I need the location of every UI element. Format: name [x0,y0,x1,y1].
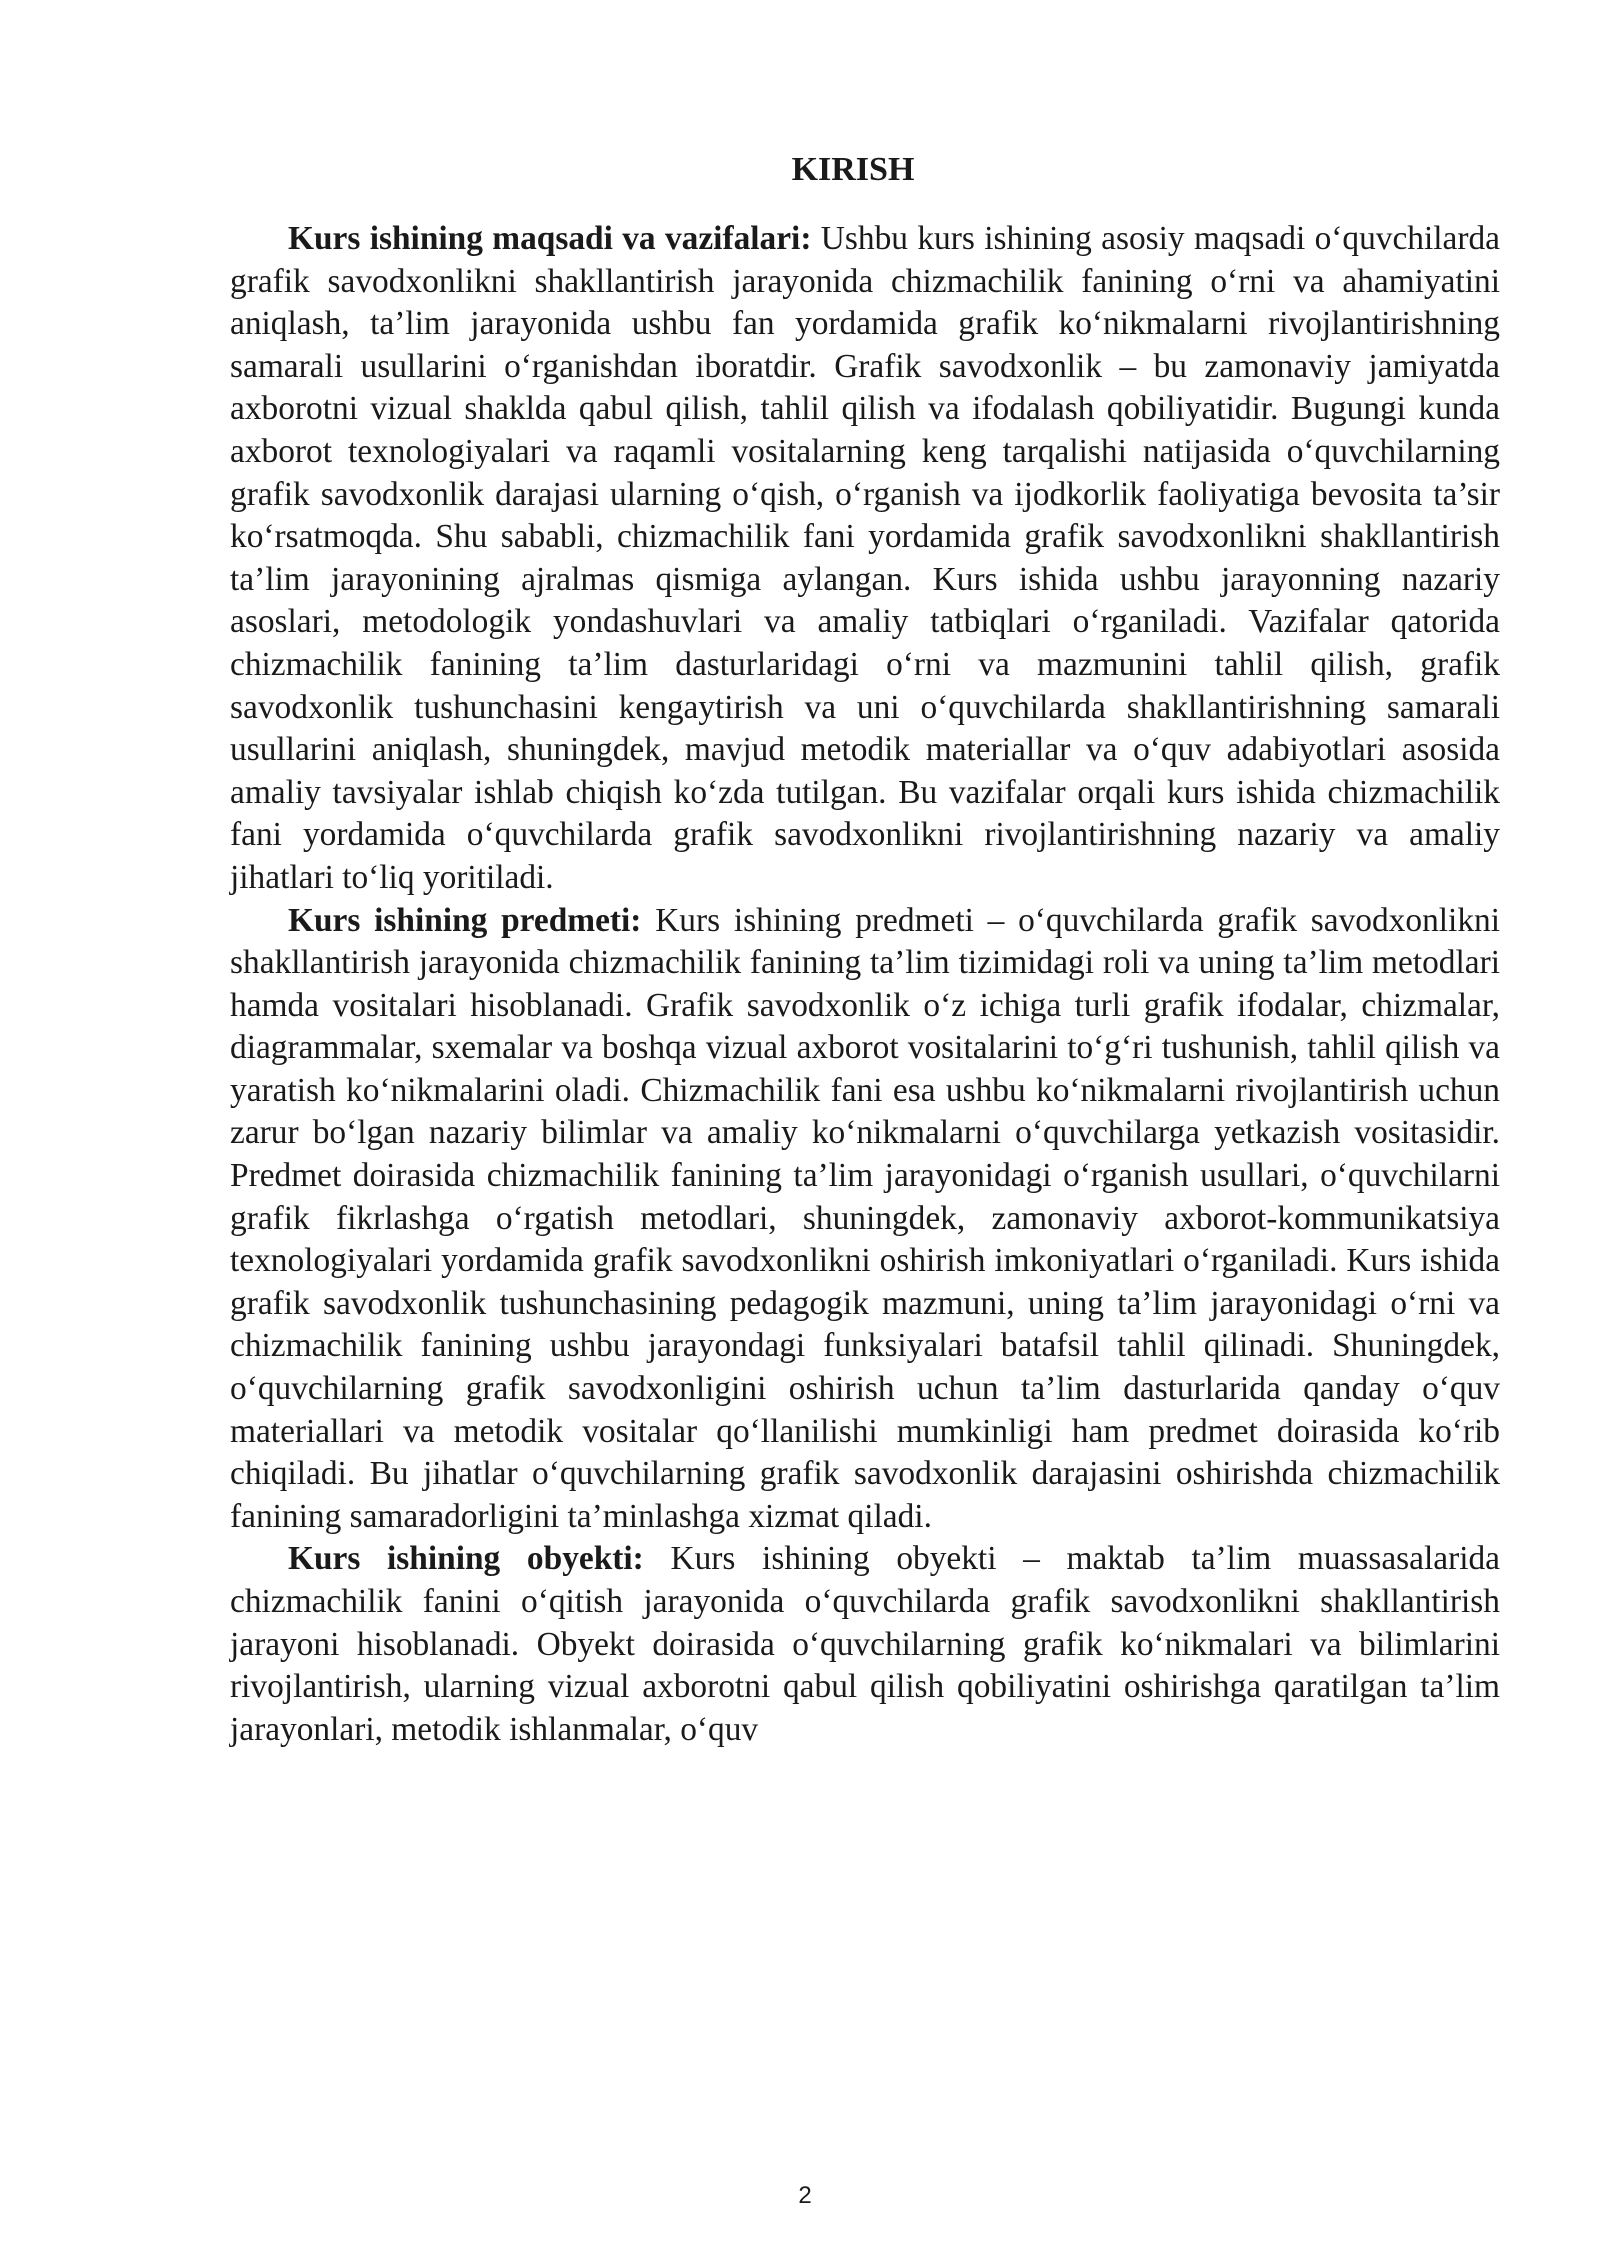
paragraph-text: Kurs ishining predmeti – o‘quvchilarda grafik savodxonlikni shakllantirish jarayonida chizmachilik fanining ta’lim tizimidagi roli va uning ta’lim metodlari hamda vositalari hisoblanadi. Grafik savodxonlik o‘z ichiga turli grafik ifodalar, chizmalar, diagrammalar, sxemalar va boshqa vizual axborot vositalarini to‘g‘ri tushunish, tahlil qilish va yaratish ko‘nikmalarini oladi. Chizmachilik fani esa ushbu ko‘nikmalarni rivojlantirish uchun zarur bo‘lgan nazariy bilimlar va amaliy ko‘nikmalarni o‘quvchilarga yetkazish vositasidir. Predmet doirasida chizmachilik fanining ta’lim jarayonidagi o‘rganish usullari, o‘quvchilarni grafik fikrlashga o‘rgatish metodlari, shuningdek, zamonaviy axborot-kommunikatsiya texnologiyalari yordamida grafik savodxonlikni oshirish imkoniyatlari o‘rganiladi. Kurs ishida grafik savodxonlik tushunchasining pedagogik mazmuni, uning ta’lim jarayonidagi o‘rni va chizmachilik fanining ushbu jarayondagi funksiyalari batafsil tahlil qilinadi. Shuningdek, o‘quvchilarning grafik savodxonligini oshirish uchun ta’lim dasturlarida qanday o‘quv materiallari va metodik vositalar qo‘llanilishi mumkinligi ham predmet doirasida ko‘rib chiqiladi. Bu jihatlar o‘quvchilarning grafik savodxonlik darajasini oshirishda chizmachilik fanining samaradorligini ta’minlashga xizmat qiladi. [230,901,1500,1535]
page-number: 2 [798,2182,812,2209]
paragraph-lead: Kurs ishining maqsadi va vazifalari: [288,220,812,257]
paragraph-lead: Kurs ishining predmeti: [288,901,642,939]
document-page [230,150,1500,1751]
paragraph-goals [230,218,1500,900]
paragraph-text: Ushbu kurs ishining asosiy maqsadi o‘quvchilarda grafik savodxonlikni shakllantirish jarayonida chizmachilik fanining o‘rni va ahamiyatini aniqlash, ta’lim jarayonida ushbu fan yordamida grafik ko‘nikmalarni rivojlantirishning samarali usullarini o‘rganishdan iboratdir. Grafik savodxonlik – bu zamonaviy jamiyatda axborotni vizual shaklda qabul qilish, tahlil qilish va ifodalash qobiliyatidir. Bugungi kunda axborot texnologiyalari va raqamli vositalarning keng tarqalishi natijasida o‘quvchilarning grafik savodxonlik darajasi ularning o‘qish, o‘rganish va ijodkorlik faoliyatiga bevosita ta’sir ko‘rsatmoqda. Shu sababli, chizmachilik fani yordamida grafik savodxonlikni shakllantirish ta’lim jarayonining ajralmas qismiga aylangan. Kurs ishida ushbu jarayonning nazariy asoslari, metodologik yondashuvlari va amaliy tatbiqlari o‘rganiladi. Vazifalar qatorida chizmachilik fanining ta’lim dasturlaridagi o‘rni va mazmunini tahlil qilish, grafik savodxonlik tushunchasini kengaytirish va uni o‘quvchilarda shakllantirishning samarali usullarini aniqlash, shuningdek, mavjud metodik materiallar va o‘quv adabiyotlari asosida amaliy tavsiyalar ishlab chiqish ko‘zda tutilgan. Bu vazifalar orqali kurs ishida chizmachilik fani yordamida o‘quvchilarda grafik savodxonlikni rivojlantirishning nazariy va amaliy jihatlari to‘liq yoritiladi. [230,220,1500,896]
paragraph-object [230,1538,1500,1751]
section-heading: KIRISH [791,151,915,188]
paragraph-lead: Kurs ishining obyekti: [288,1540,644,1578]
paragraph-subject [230,900,1500,1539]
paragraph-text: Kurs ishining obyekti – maktab ta’lim muassasalarida chizmachilik fanini o‘qitish jarayonida o‘quvchilarda grafik savodxonlikni shakllantirish jarayoni hisoblanadi. Obyekt doirasida o‘quvchilarning grafik ko‘nikmalari va bilimlarini rivojlantirish, ularning vizual axborotni qabul qilish qobiliyatini oshirishga qaratilgan ta’lim jarayonlari, metodik ishlanmalar, o‘quv [230,1540,1500,1748]
